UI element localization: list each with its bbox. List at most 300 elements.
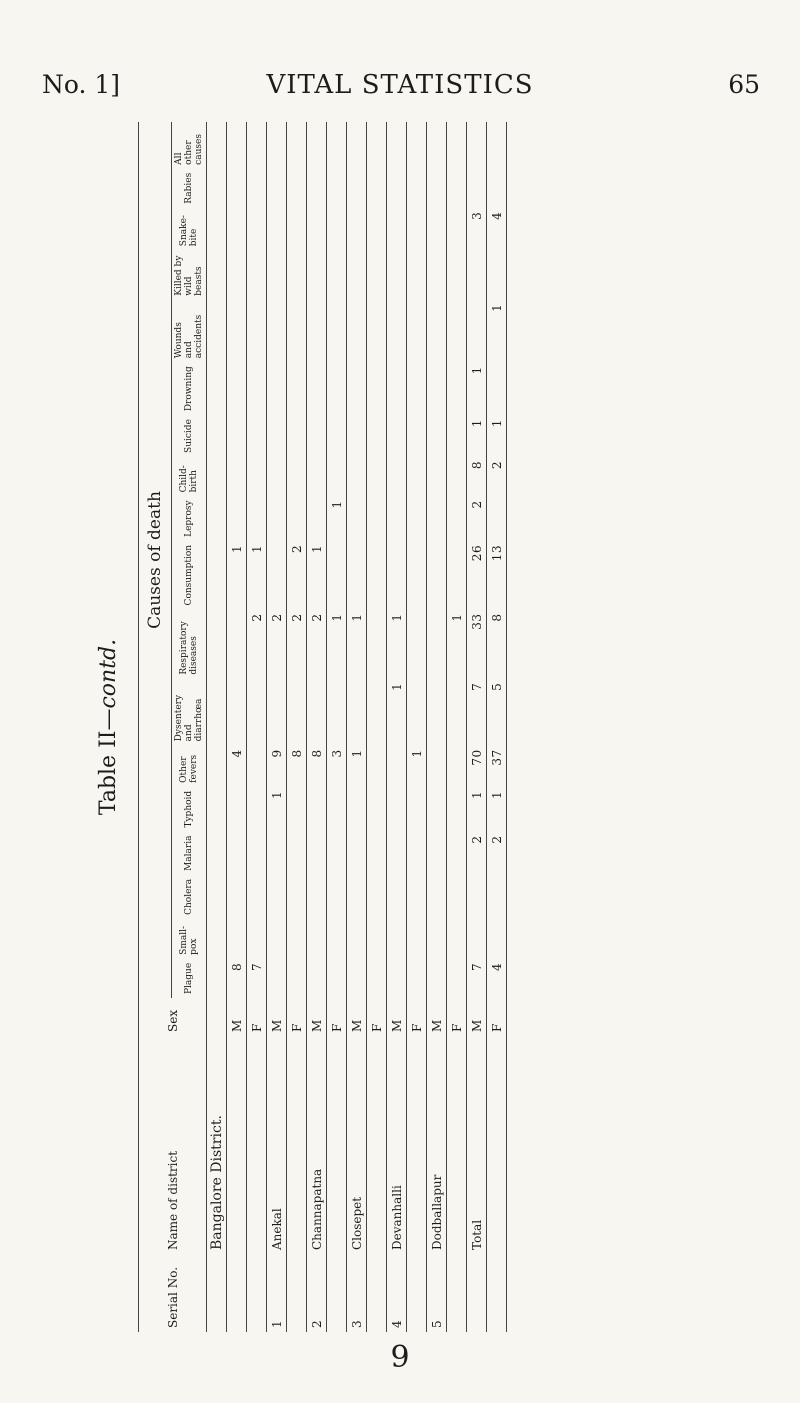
sex-cell: M: [227, 998, 247, 1036]
district-name-cell: [487, 1036, 507, 1254]
value-cell-dysentery: [227, 679, 247, 746]
header-child-birth: Child-birth: [172, 457, 207, 496]
value-cell-typhoid: 1: [267, 787, 287, 832]
value-cell-drowning: [287, 362, 307, 415]
value-cell-suicide: [247, 415, 267, 457]
value-cell-child-birth: [427, 457, 447, 496]
value-cell-wounds: [307, 300, 327, 362]
value-cell-killed: [487, 250, 507, 300]
district-name-cell: [367, 1036, 387, 1254]
value-cell-snake-bite: [407, 208, 427, 250]
value-cell-dysentery: [427, 679, 447, 746]
value-cell-wounds: [327, 300, 347, 362]
value-cell-drowning: [347, 362, 367, 415]
value-cell-suicide: [227, 415, 247, 457]
value-cell-consumption: [347, 541, 367, 610]
value-cell-plague: 8: [227, 959, 247, 998]
district-name-cell: [287, 1036, 307, 1254]
value-cell-plague: [327, 959, 347, 998]
value-cell-drowning: [427, 362, 447, 415]
table-title: [96, 122, 138, 1332]
header-snake-bite: Snake-bite: [172, 208, 207, 250]
value-cell-snake-bite: 4: [487, 208, 507, 250]
value-cell-all-other: [267, 122, 287, 169]
value-cell-wounds: [387, 300, 407, 362]
value-cell-respiratory: 2: [267, 609, 287, 678]
value-cell-dysentery: [267, 679, 287, 746]
value-cell-killed: [227, 250, 247, 300]
serial-cell: [287, 1254, 307, 1332]
value-cell-child-birth: [447, 457, 467, 496]
value-cell-snake-bite: [247, 208, 267, 250]
value-cell-child-birth: [367, 457, 387, 496]
value-cell-other-fevers: [447, 745, 467, 787]
value-cell-plague: [407, 959, 427, 998]
value-cell-small-pox: [487, 919, 507, 959]
serial-cell: [227, 1254, 247, 1332]
value-cell-wounds: [227, 300, 247, 362]
table-header-group-row: [139, 122, 172, 1332]
value-cell-consumption: 1: [227, 541, 247, 610]
value-cell-dysentery: [347, 679, 367, 746]
value-cell-typhoid: [407, 787, 427, 832]
value-cell-suicide: [407, 415, 427, 457]
value-cell-respiratory: 1: [347, 609, 367, 678]
value-cell-other-fevers: [387, 745, 407, 787]
value-cell-respiratory: 2: [287, 609, 307, 678]
value-cell-suicide: [347, 415, 367, 457]
value-cell-suicide: [427, 415, 447, 457]
serial-cell: 4: [387, 1254, 407, 1332]
value-cell-plague: [447, 959, 467, 998]
value-cell-rabies: [427, 169, 447, 208]
value-cell-leprosy: [287, 496, 307, 541]
page-number-label: No. 1]: [42, 70, 121, 99]
value-cell-dysentery: [447, 679, 467, 746]
value-cell-snake-bite: [387, 208, 407, 250]
value-cell-rabies: [487, 169, 507, 208]
value-cell-dysentery: [407, 679, 427, 746]
value-cell-drowning: [227, 362, 247, 415]
value-cell-leprosy: [347, 496, 367, 541]
value-cell-wounds: [407, 300, 427, 362]
value-cell-typhoid: [287, 787, 307, 832]
value-cell-cholera: [347, 875, 367, 919]
value-cell-suicide: [447, 415, 467, 457]
value-cell-malaria: [287, 832, 307, 875]
value-cell-plague: 7: [467, 959, 487, 998]
table-row: [427, 122, 447, 1332]
district-name-cell: [447, 1036, 467, 1254]
value-cell-malaria: [347, 832, 367, 875]
value-cell-small-pox: [307, 919, 327, 959]
value-cell-consumption: 13: [487, 541, 507, 610]
header-leprosy: Leprosy: [172, 496, 207, 541]
value-cell-child-birth: 2: [487, 457, 507, 496]
value-cell-drowning: [267, 362, 287, 415]
value-cell-other-fevers: 37: [487, 745, 507, 787]
value-cell-all-other: [287, 122, 307, 169]
value-cell-rabies: [447, 169, 467, 208]
value-cell-other-fevers: 8: [307, 745, 327, 787]
value-cell-consumption: [407, 541, 427, 610]
value-cell-cholera: [407, 875, 427, 919]
value-cell-killed: [467, 250, 487, 300]
value-cell-malaria: [227, 832, 247, 875]
value-cell-dysentery: [287, 679, 307, 746]
sex-cell: F: [367, 998, 387, 1036]
value-cell-other-fevers: 3: [327, 745, 347, 787]
value-cell-consumption: 1: [307, 541, 327, 610]
value-cell-snake-bite: [267, 208, 287, 250]
value-cell-malaria: [407, 832, 427, 875]
value-cell-wounds: [447, 300, 467, 362]
vital-statistics-table: [138, 122, 507, 1332]
value-cell-typhoid: [307, 787, 327, 832]
value-cell-cholera: [267, 875, 287, 919]
serial-cell: [447, 1254, 467, 1332]
value-cell-cholera: [447, 875, 467, 919]
value-cell-rabies: [367, 169, 387, 208]
header-respiratory: Respiratory diseases: [172, 609, 207, 678]
value-cell-malaria: [327, 832, 347, 875]
value-cell-typhoid: 1: [467, 787, 487, 832]
value-cell-child-birth: [347, 457, 367, 496]
value-cell-wounds: [247, 300, 267, 362]
sex-cell: M: [467, 998, 487, 1036]
value-cell-respiratory: 8: [487, 609, 507, 678]
value-cell-killed: [407, 250, 427, 300]
value-cell-all-other: [427, 122, 447, 169]
value-cell-child-birth: [407, 457, 427, 496]
value-cell-rabies: [347, 169, 367, 208]
value-cell-plague: 4: [487, 959, 507, 998]
serial-cell: 5: [427, 1254, 447, 1332]
value-cell-other-fevers: [427, 745, 447, 787]
value-cell-malaria: [387, 832, 407, 875]
value-cell-snake-bite: 3: [467, 208, 487, 250]
table-row: [327, 122, 347, 1332]
value-cell-rabies: [387, 169, 407, 208]
value-cell-other-fevers: [367, 745, 387, 787]
sex-cell: M: [387, 998, 407, 1036]
page-number: 65: [728, 70, 760, 99]
value-cell-killed: [387, 250, 407, 300]
value-cell-other-fevers: 8: [287, 745, 307, 787]
serial-cell: [487, 1254, 507, 1332]
serial-cell: 1: [267, 1254, 287, 1332]
value-cell-typhoid: [347, 787, 367, 832]
value-cell-consumption: [327, 541, 347, 610]
district-name-cell: Anekal: [267, 1036, 287, 1254]
value-cell-plague: [287, 959, 307, 998]
value-cell-suicide: [387, 415, 407, 457]
value-cell-other-fevers: 70: [467, 745, 487, 787]
header-small-pox: Small-pox: [172, 919, 207, 959]
running-title: VITAL STATISTICS: [266, 70, 534, 100]
value-cell-other-fevers: 9: [267, 745, 287, 787]
header-district: Name of district: [139, 1036, 207, 1254]
district-name-cell: [327, 1036, 347, 1254]
value-cell-wounds: [367, 300, 387, 362]
value-cell-child-birth: [327, 457, 347, 496]
value-cell-respiratory: [227, 609, 247, 678]
value-cell-suicide: [307, 415, 327, 457]
value-cell-all-other: [407, 122, 427, 169]
value-cell-respiratory: 1: [327, 609, 347, 678]
district-name-cell: Devanhalli: [387, 1036, 407, 1254]
header-plague: Plague: [172, 959, 207, 998]
value-cell-rabies: [227, 169, 247, 208]
value-cell-dysentery: [247, 679, 267, 746]
value-cell-all-other: [347, 122, 367, 169]
value-cell-consumption: [427, 541, 447, 610]
value-cell-small-pox: [387, 919, 407, 959]
value-cell-drowning: [387, 362, 407, 415]
value-cell-cholera: [247, 875, 267, 919]
header-malaria: Malaria: [172, 832, 207, 875]
serial-cell: [407, 1254, 427, 1332]
value-cell-typhoid: [367, 787, 387, 832]
value-cell-killed: [347, 250, 367, 300]
value-cell-other-fevers: 1: [407, 745, 427, 787]
header-typhoid: Typhoid: [172, 787, 207, 832]
value-cell-leprosy: [387, 496, 407, 541]
value-cell-respiratory: 33: [467, 609, 487, 678]
value-cell-small-pox: [287, 919, 307, 959]
value-cell-plague: [347, 959, 367, 998]
value-cell-all-other: [367, 122, 387, 169]
value-cell-snake-bite: [427, 208, 447, 250]
value-cell-wounds: 1: [487, 300, 507, 362]
value-cell-plague: [427, 959, 447, 998]
value-cell-small-pox: [327, 919, 347, 959]
sex-cell: F: [287, 998, 307, 1036]
serial-cell: 3: [347, 1254, 367, 1332]
value-cell-cholera: [327, 875, 347, 919]
value-cell-dysentery: 7: [467, 679, 487, 746]
value-cell-snake-bite: [347, 208, 367, 250]
value-cell-consumption: 2: [287, 541, 307, 610]
value-cell-snake-bite: [327, 208, 347, 250]
value-cell-cholera: [367, 875, 387, 919]
value-cell-child-birth: [247, 457, 267, 496]
serial-cell: [467, 1254, 487, 1332]
value-cell-all-other: [307, 122, 327, 169]
header-suicide: Suicide: [172, 415, 207, 457]
table-row: [267, 122, 287, 1332]
table-body: [207, 122, 507, 1332]
value-cell-drowning: [307, 362, 327, 415]
value-cell-child-birth: [267, 457, 287, 496]
value-cell-respiratory: 1: [387, 609, 407, 678]
value-cell-rabies: [287, 169, 307, 208]
value-cell-snake-bite: [307, 208, 327, 250]
value-cell-leprosy: 2: [467, 496, 487, 541]
value-cell-drowning: [447, 362, 467, 415]
value-cell-small-pox: [267, 919, 287, 959]
sex-cell: M: [267, 998, 287, 1036]
header-dysentery: Dysentery and diarrhœa: [172, 679, 207, 746]
sex-cell: F: [247, 998, 267, 1036]
sex-cell: M: [427, 998, 447, 1036]
value-cell-typhoid: [247, 787, 267, 832]
value-cell-cholera: [227, 875, 247, 919]
value-cell-child-birth: [227, 457, 247, 496]
value-cell-dysentery: [367, 679, 387, 746]
value-cell-rabies: [267, 169, 287, 208]
value-cell-all-other: [467, 122, 487, 169]
value-cell-child-birth: 8: [467, 457, 487, 496]
value-cell-cholera: [467, 875, 487, 919]
value-cell-other-fevers: 4: [227, 745, 247, 787]
value-cell-all-other: [387, 122, 407, 169]
table-row: [447, 122, 467, 1332]
value-cell-respiratory: 2: [247, 609, 267, 678]
rotated-table-block: [96, 122, 786, 1332]
value-cell-rabies: [247, 169, 267, 208]
district-group-row: [207, 122, 227, 1332]
value-cell-rabies: [307, 169, 327, 208]
value-cell-wounds: [287, 300, 307, 362]
sex-cell: F: [447, 998, 467, 1036]
header-wounds: Wounds and accidents: [172, 300, 207, 362]
value-cell-all-other: [227, 122, 247, 169]
table-row: [387, 122, 407, 1332]
value-cell-small-pox: [407, 919, 427, 959]
serial-cell: [247, 1254, 267, 1332]
value-cell-killed: [247, 250, 267, 300]
value-cell-suicide: [267, 415, 287, 457]
sex-cell: M: [347, 998, 367, 1036]
value-cell-child-birth: [287, 457, 307, 496]
value-cell-malaria: [267, 832, 287, 875]
header-other-fevers: Other fevers: [172, 745, 207, 787]
value-cell-plague: 7: [247, 959, 267, 998]
table-row: [347, 122, 367, 1332]
value-cell-cholera: [487, 875, 507, 919]
value-cell-all-other: [247, 122, 267, 169]
value-cell-wounds: [427, 300, 447, 362]
value-cell-consumption: [447, 541, 467, 610]
district-group-heading: Bangalore District.: [207, 1036, 227, 1254]
page-header: [0, 58, 800, 98]
value-cell-drowning: [367, 362, 387, 415]
value-cell-small-pox: [347, 919, 367, 959]
value-cell-wounds: [347, 300, 367, 362]
value-cell-respiratory: 1: [447, 609, 467, 678]
serial-cell: 2: [307, 1254, 327, 1332]
value-cell-cholera: [427, 875, 447, 919]
table-title-suffix: —contd.: [96, 638, 121, 731]
value-cell-respiratory: 2: [307, 609, 327, 678]
value-cell-consumption: 26: [467, 541, 487, 610]
value-cell-respiratory: [367, 609, 387, 678]
value-cell-dysentery: [327, 679, 347, 746]
value-cell-suicide: [287, 415, 307, 457]
district-name-cell: Dodballapur: [427, 1036, 447, 1254]
sex-cell: F: [487, 998, 507, 1036]
value-cell-all-other: [327, 122, 347, 169]
value-cell-consumption: 1: [247, 541, 267, 610]
total-row: [487, 122, 507, 1332]
header-cholera: Cholera: [172, 875, 207, 919]
value-cell-leprosy: [487, 496, 507, 541]
value-cell-leprosy: [247, 496, 267, 541]
district-name-cell: Channapatna: [307, 1036, 327, 1254]
value-cell-killed: [327, 250, 347, 300]
header-consumption: Consumption: [172, 541, 207, 610]
value-cell-killed: [367, 250, 387, 300]
value-cell-killed: [307, 250, 327, 300]
value-cell-consumption: [267, 541, 287, 610]
value-cell-malaria: [367, 832, 387, 875]
value-cell-small-pox: [447, 919, 467, 959]
table-row: [367, 122, 387, 1332]
header-drowning: Drowning: [172, 362, 207, 415]
value-cell-suicide: 1: [467, 415, 487, 457]
table-row: [287, 122, 307, 1332]
value-cell-cholera: [307, 875, 327, 919]
value-cell-typhoid: 1: [487, 787, 507, 832]
value-cell-cholera: [387, 875, 407, 919]
value-cell-leprosy: [227, 496, 247, 541]
value-cell-suicide: 1: [487, 415, 507, 457]
value-cell-plague: [267, 959, 287, 998]
table-row: [407, 122, 427, 1332]
value-cell-suicide: [367, 415, 387, 457]
header-all-other: All other causes: [172, 122, 207, 169]
value-cell-wounds: [267, 300, 287, 362]
value-cell-drowning: [327, 362, 347, 415]
value-cell-small-pox: [367, 919, 387, 959]
value-cell-leprosy: [427, 496, 447, 541]
value-cell-drowning: 1: [467, 362, 487, 415]
serial-cell: [327, 1254, 347, 1332]
value-cell-other-fevers: 1: [347, 745, 367, 787]
value-cell-drowning: [407, 362, 427, 415]
table-title-main: Table II: [96, 730, 121, 816]
value-cell-consumption: [367, 541, 387, 610]
value-cell-small-pox: [427, 919, 447, 959]
table-row: [307, 122, 327, 1332]
district-name-cell: [247, 1036, 267, 1254]
header-causes-of-death: Causes of death: [139, 122, 172, 998]
value-cell-leprosy: [407, 496, 427, 541]
value-cell-consumption: [387, 541, 407, 610]
table-row: [247, 122, 267, 1332]
header-killed: Killed by wild beasts: [172, 250, 207, 300]
header-serial: Serial No.: [139, 1254, 207, 1332]
sex-cell: F: [327, 998, 347, 1036]
value-cell-leprosy: [367, 496, 387, 541]
value-cell-typhoid: [227, 787, 247, 832]
value-cell-all-other: [487, 122, 507, 169]
value-cell-suicide: [327, 415, 347, 457]
district-name-cell: Closepet: [347, 1036, 367, 1254]
value-cell-other-fevers: [247, 745, 267, 787]
value-cell-killed: [427, 250, 447, 300]
value-cell-drowning: [247, 362, 267, 415]
value-cell-killed: [267, 250, 287, 300]
value-cell-snake-bite: [227, 208, 247, 250]
district-name-cell: [407, 1036, 427, 1254]
value-cell-malaria: [247, 832, 267, 875]
value-cell-dysentery: [307, 679, 327, 746]
value-cell-snake-bite: [287, 208, 307, 250]
value-cell-dysentery: 1: [387, 679, 407, 746]
value-cell-malaria: 2: [487, 832, 507, 875]
